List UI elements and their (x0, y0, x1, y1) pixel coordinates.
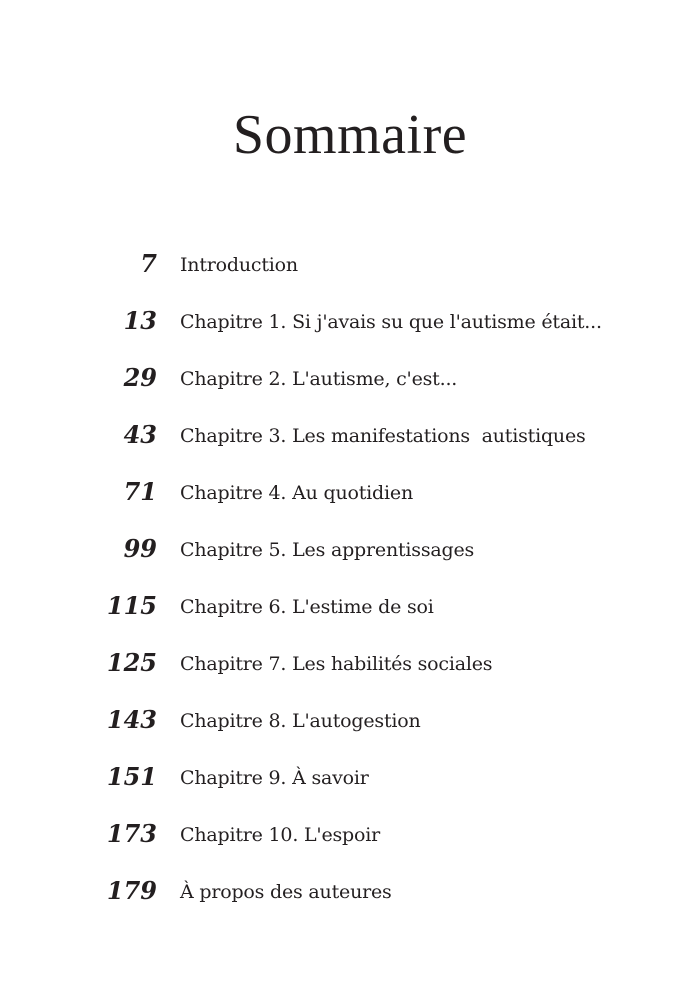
page-number: 125 (106, 648, 157, 677)
toc-entry-chapter-5[interactable] (0, 531, 700, 588)
page-number: 43 (123, 420, 157, 449)
page-number: 173 (106, 819, 157, 848)
toc-entry-chapter-8[interactable] (0, 702, 700, 759)
page-number: 13 (123, 306, 157, 335)
page-number: 99 (123, 534, 157, 563)
entry-title: Chapitre 4. Au quotidien (180, 482, 413, 504)
toc-entry-chapter-2[interactable] (0, 360, 700, 417)
entry-title: Introduction (180, 254, 298, 276)
page-number: 7 (140, 249, 157, 278)
entry-title: Chapitre 1. Si j'avais su que l'autisme était... (180, 311, 602, 333)
toc-entry-about-authors[interactable] (0, 873, 700, 930)
entry-title: Chapitre 2. L'autisme, c'est... (180, 368, 458, 390)
page-title: Sommaire (232, 104, 468, 166)
table-of-contents (0, 246, 700, 930)
entry-title: À propos des auteures (180, 881, 392, 903)
toc-entry-chapter-1[interactable] (0, 303, 700, 360)
toc-entry-chapter-7[interactable] (0, 645, 700, 702)
page-number: 115 (106, 591, 157, 620)
toc-entry-chapter-3[interactable] (0, 417, 700, 474)
entry-title: Chapitre 8. L'autogestion (180, 710, 421, 732)
entry-title: Chapitre 5. Les apprentissages (180, 539, 475, 561)
page-number: 151 (106, 762, 157, 791)
page-number: 179 (106, 876, 157, 905)
toc-entry-introduction[interactable] (0, 246, 700, 303)
entry-title: Chapitre 6. L'estime de soi (180, 596, 434, 618)
page-number: 29 (123, 363, 157, 392)
entry-title: Chapitre 7. Les habilités sociales (180, 653, 493, 675)
entry-title: Chapitre 3. Les manifestations autistiques (180, 425, 586, 447)
page-number: 71 (123, 477, 157, 506)
toc-entry-chapter-9[interactable] (0, 759, 700, 816)
entry-title: Chapitre 10. L'espoir (180, 824, 380, 846)
toc-entry-chapter-6[interactable] (0, 588, 700, 645)
toc-entry-chapter-10[interactable] (0, 816, 700, 873)
entry-title: Chapitre 9. À savoir (180, 767, 369, 789)
page-number: 143 (106, 705, 157, 734)
toc-entry-chapter-4[interactable] (0, 474, 700, 531)
